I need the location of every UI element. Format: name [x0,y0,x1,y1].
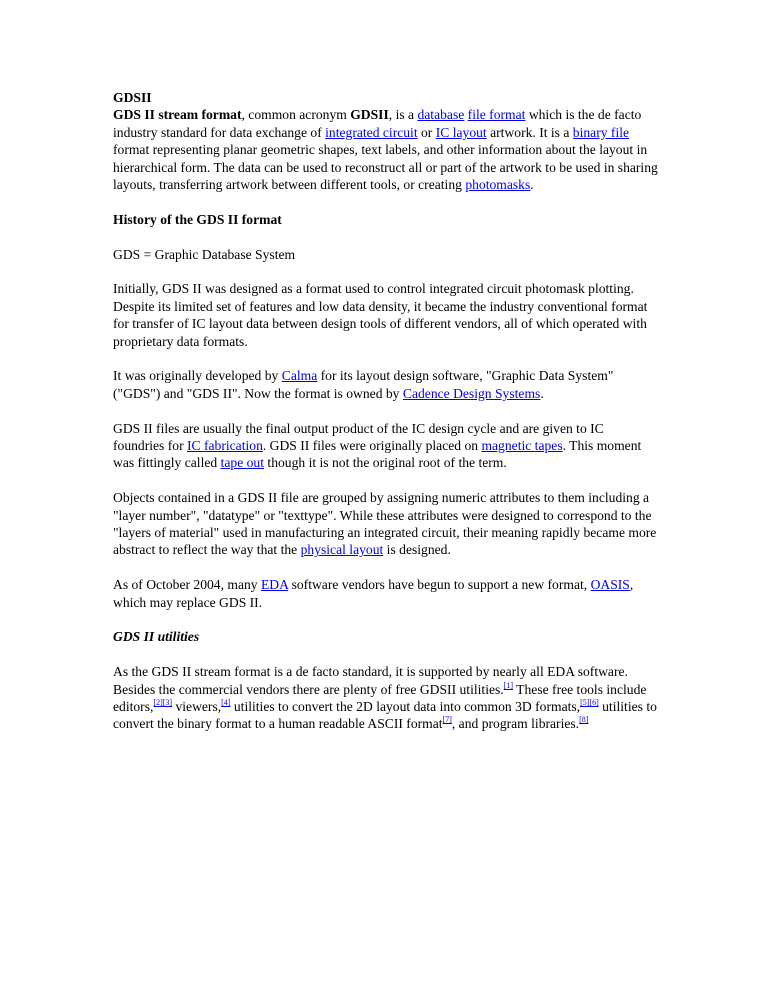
link-magnetic-tapes[interactable]: magnetic tapes [481,438,563,454]
paragraph-objects: Objects contained in a GDS II file are grouped by assigning numeric attributes to them including a "layer number", "datatype" or "texttype". While these attributes were designed to correspond to the "layers of material" used in manufacturing an integrated circuit, their meaning rapidly became more abstract to reflect the way that the physical layout is designed. [113,490,657,558]
ref-6[interactable]: [6] [589,698,599,708]
document-body [113,89,658,750]
link-binary-file[interactable]: binary file [572,124,630,140]
paragraph-utilities: As the GDS II stream format is a de facto standard, it is supported by nearly all EDA software. Besides the commercial vendors there are plenty of free GDSII utilities.[1] These free tools include editors,[2][3] viewers,[4] utilities to convert the 2D layout data into common 3D formats,[5][6] utilities to convert the binary format to a human readable ASCII format[7], and program libraries.[8] [113,664,657,732]
paragraph-oasis: As of October 2004, many EDA software vendors have begun to support a new format, OASIS, which may replace GDS II. [113,577,634,610]
utilities-heading: GDS II utilities [113,629,200,645]
link-eda[interactable]: EDA [261,577,289,593]
ref-3[interactable]: [3] [162,698,173,708]
link-physical-layout[interactable]: physical layout [300,542,384,558]
ref-2[interactable]: [2] [153,698,163,708]
gds-definition: GDS = Graphic Database System [113,246,296,262]
intro-bold-term: GDS II stream format [113,107,242,123]
link-cadence[interactable]: Cadence Design Systems [402,385,541,401]
link-oasis[interactable]: OASIS [590,577,630,593]
link-ic-layout[interactable]: IC layout [435,124,487,140]
link-calma[interactable]: Calma [281,368,318,384]
paragraph-files: GDS II files are usually the final output product of the IC design cycle and are given to IC foundries for IC fabrication. GDS II files were originally placed on magnetic tapes. This moment was fittingly called tape out though it is not the original root of the term. [113,420,642,471]
ref-5[interactable]: [5] [580,698,590,708]
history-heading: History of the GDS II format [113,211,282,227]
link-database[interactable]: database [417,107,465,123]
ref-8[interactable]: [8] [579,715,589,725]
link-photomasks[interactable]: photomasks [465,177,531,193]
paragraph-initially: Initially, GDS II was designed as a format used to control integrated circuit photomask plotting. Despite its limited set of features and low data density, it became the industry conventional format for transfer of IC layout data between design tools of different vendors, all of which operated with proprietary data formats. [113,281,648,349]
ref-4[interactable]: [4] [221,698,231,708]
intro-bold-acronym: GDSII [350,107,389,123]
link-tape-out[interactable]: tape out [220,455,265,471]
link-ic-fabrication[interactable]: IC fabrication [187,438,263,454]
link-file-format[interactable]: file format [467,107,526,123]
intro-paragraph: GDS II stream format, common acronym GDSII, is a database file format which is the de facto industry standard for data exchange of integrated circuit or IC layout artwork. It is a binary file format representing planar geometric shapes, text labels, and other information about the layout in hierarchical form. The data can be used to reconstruct all or part of the artwork to be used in sharing layouts, transferring artwork between different tools, or creating photomasks. [113,107,658,193]
page-title: GDSII [113,90,152,105]
paragraph-calma: It was originally developed by Calma for its layout design software, "Graphic Data System" ("GDS") and "GDS II". Now the format is owned by Cadence Design Systems. [113,368,614,401]
link-integrated-circuit[interactable]: integrated circuit [325,124,418,140]
ref-1[interactable]: [1] [503,680,514,690]
ref-7[interactable]: [7] [442,715,452,725]
